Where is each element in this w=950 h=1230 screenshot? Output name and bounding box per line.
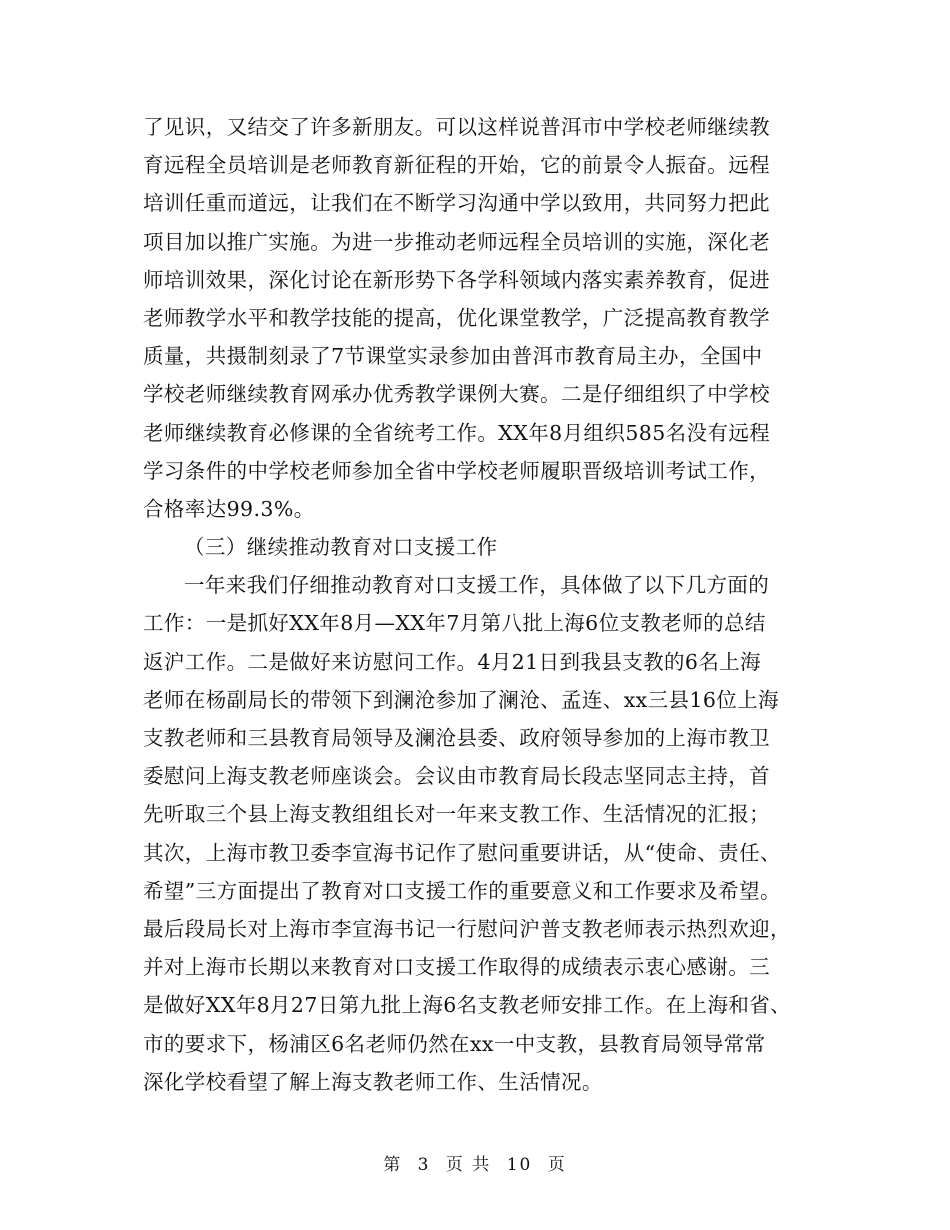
text-line: 并对上海市长期以来教育对口支援工作取得的成绩表示衷心感谢。三	[143, 955, 770, 980]
total-pages-number: 10	[506, 1155, 533, 1175]
text-line: 市的要求下，杨浦区6名老师仍然在xx一中支教，县教育局领导常常	[143, 1031, 766, 1056]
text-line: 质量，共摄制刻录了7节课堂实录参加由普洱市教育局主办，全国中	[143, 344, 763, 369]
footer-middle: 页 共	[445, 1155, 492, 1175]
page-footer	[0, 1150, 950, 1175]
text-line: 支教老师和三县教育局领导及澜沧县委、政府领导参加的上海市教卫	[143, 726, 770, 750]
text-line: 最后段局长对上海市李宣海书记一行慰问沪普支教老师表示热烈欢迎，	[143, 916, 791, 941]
text-line: 了见识，又结交了许多新朋友。可以这样说普洱市中学校老师继续教	[143, 115, 770, 139]
text-line: 一年来我们仔细推动教育对口支援工作，具体做了以下几方面的	[184, 573, 770, 598]
text-line: 其次，上海市教卫委李宣海书记作了慰问重要讲话，从“使命、责任、	[143, 840, 781, 865]
text-line: 项目加以推广实施。为进一步推动老师远程全员培训的实施，深化老	[143, 229, 770, 254]
text-line: 委慰问上海支教老师座谈会。会议由市教育局长段志坚同志主持，首	[143, 764, 770, 789]
footer-prefix: 第	[383, 1155, 403, 1175]
text-line: 工作：一是抓好XX年8月—XX年7月第八批上海6位支教老师的总结	[143, 611, 766, 636]
text-line: 希望”三方面提出了教育对口支援工作的重要意义和工作要求及希望。	[143, 878, 781, 903]
text-line: 老师继续教育必修课的全省统考工作。XX年8月组织585名没有远程	[143, 420, 771, 445]
text-line: 深化学校看望了解上海支教老师工作、生活情况。	[143, 1069, 603, 1094]
text-line: 育远程全员培训是老师教育新征程的开始，它的前景令人振奋。远程	[143, 153, 770, 178]
footer-suffix: 页	[547, 1155, 567, 1175]
text-line: 老师教学水平和教学技能的提高，优化课堂教学，广泛提高教育教学	[143, 305, 770, 330]
text-line: 学习条件的中学校老师参加全省中学校老师履职晋级培训考试工作，	[143, 458, 770, 483]
text-line: 先听取三个县上海支教组组长对一年来支教工作、生活情况的汇报；	[143, 802, 770, 827]
section-heading: （三）继续推动教育对口支援工作	[184, 535, 498, 560]
text-line: 合格率达99.3%。	[143, 496, 315, 521]
text-line: 学校老师继续教育网承办优秀教学课例大赛。二是仔细组织了中学校	[143, 382, 770, 407]
current-page-number: 3	[417, 1155, 431, 1175]
document-body	[143, 108, 833, 1101]
text-line: 培训任重而道远，让我们在不断学习沟通中学以致用，共同努力把此	[143, 191, 770, 216]
text-line: 是做好XX年8月27日第九批上海6名支教老师安排工作。在上海和省、	[143, 993, 792, 1018]
text-line: 老师在杨副局长的带领下到澜沧参加了澜沧、孟连、xx三县16位上海	[143, 687, 780, 712]
text-line: 返沪工作。二是做好来访慰问工作。4月21日到我县支教的6名上海	[143, 649, 762, 674]
text-line: 师培训效果，深化讨论在新形势下各学科领域内落实素养教育，促进	[143, 267, 770, 292]
